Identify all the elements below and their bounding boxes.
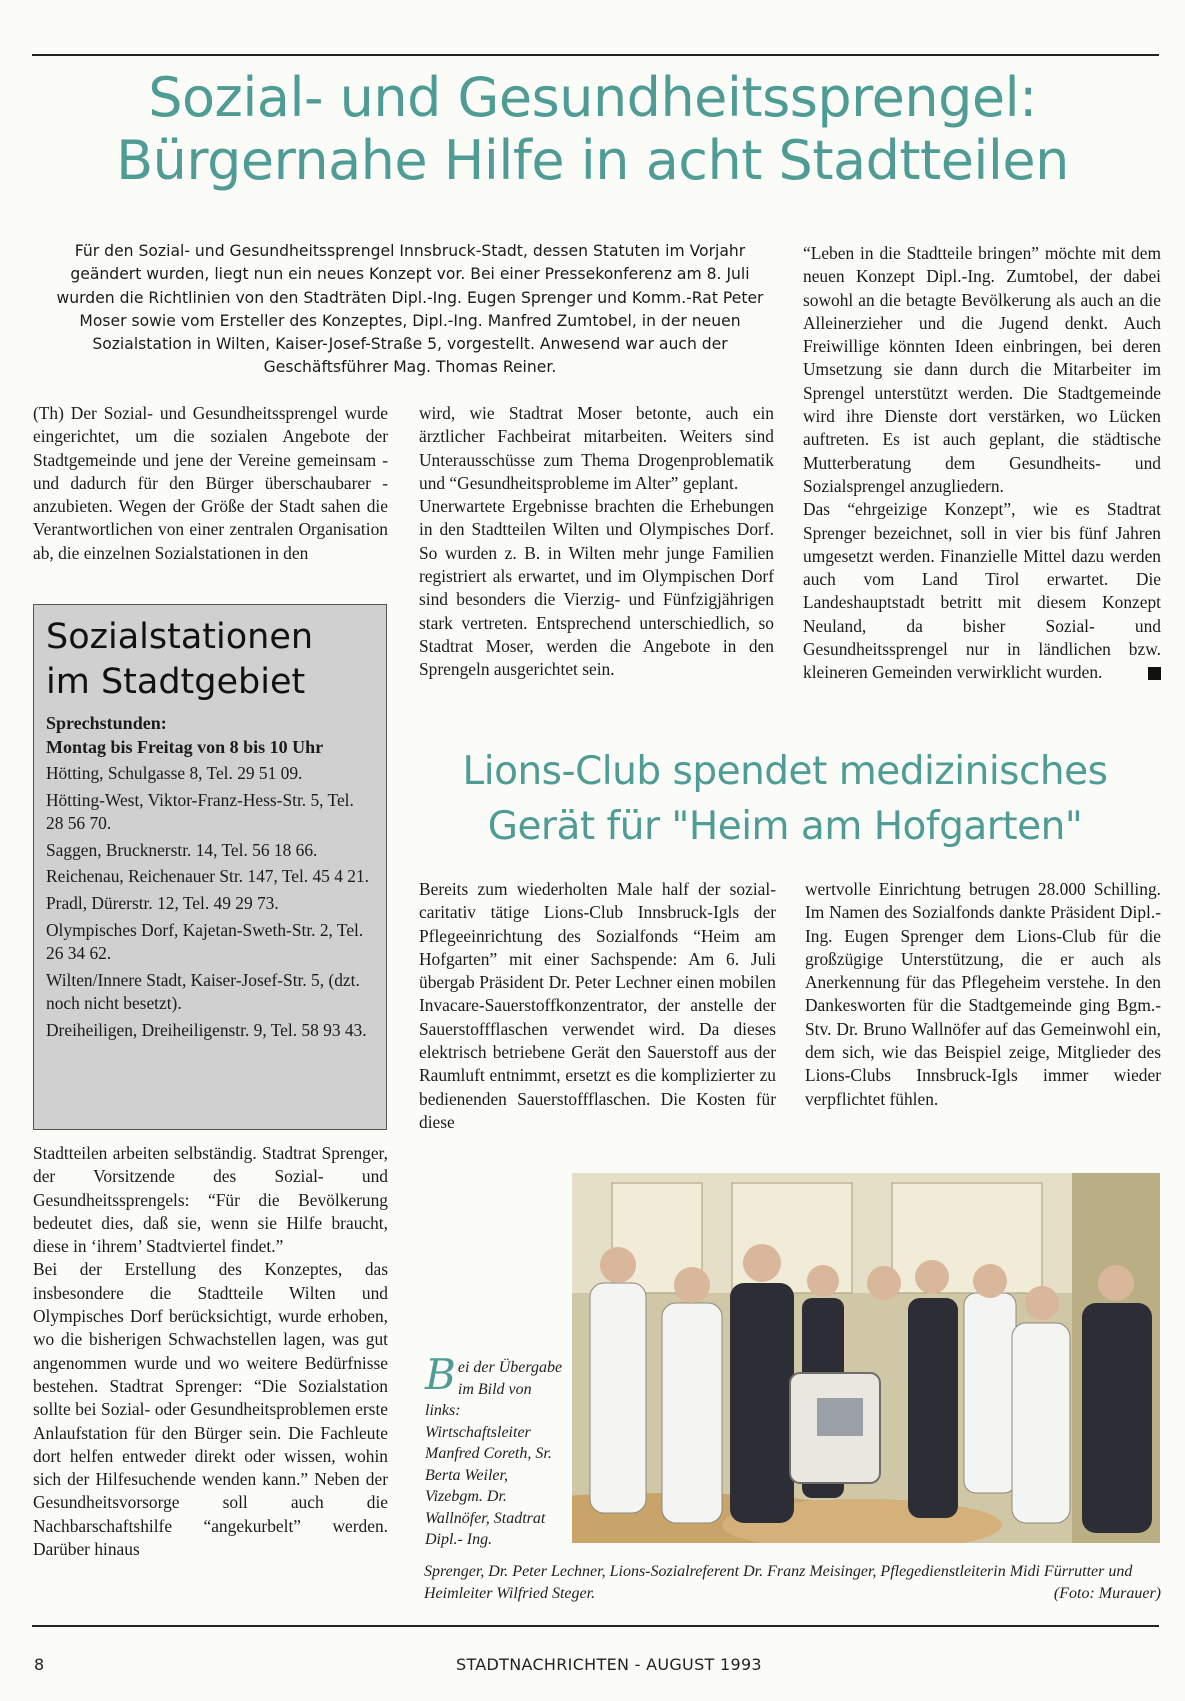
- photo-caption-side: [425, 1350, 565, 1551]
- station-item: Pradl, Dürerstr. 12, Tel. 49 29 73.: [46, 892, 279, 913]
- box-title-line1: Sozialstationen: [46, 617, 314, 657]
- article1-col2: [419, 402, 774, 682]
- main-headline-line2: Bürgernahe Hilfe in acht Stadtteilen: [116, 129, 1069, 193]
- sozialstationen-box: [33, 604, 387, 1130]
- station-item: Hötting-West, Viktor-Franz-Hess-Str. 5, Tel. 28 56 70.: [46, 789, 354, 834]
- lions-headline-line1: Lions-Club spendet medizinisches: [462, 749, 1108, 794]
- article2-col2-text: wertvolle Einrichtung betrugen 28.000 Schilling. Im Namen des Sozialfonds dankte Präsident Dipl.-Ing. Eugen Sprenger dem Lions-Club für die großzügige Unterstützung, die er auch als Anerkennung für das Pflegeheim verstehe. In den Dankesworten für die Stadtgemeinde ging Bgm.-Stv. Dr. Bruno Wallnöfer auf das Gemeinwohl ein, dem sich, wie das Beispiel zeige, Mitglieder des Lions-Clubs Innsbruck-Igls immer wieder verpflichtet fühlen.: [805, 879, 1161, 1109]
- lead-paragraph: Für den Sozial- und Gesundheitssprengel Innsbruck-Stadt, dessen Statuten im Vorjahr geändert wurden, liegt nun ein neues Konzept vor. Bei einer Pressekonferenz am 8. Juli wurden die Richtlinien von den Stadträten Dipl.-Ing. Eugen Sprenger und Komm.-Rat Peter Moser sowie vom Ersteller des Konzeptes, Dipl.-Ing. Manfred Zumtobel, in der neuen Sozialstation in Wilten, Kaiser-Josef-Straße 5, vorgestellt. Anwesend war auch der Geschäftsführer Mag. Thomas Reiner.: [56, 242, 764, 377]
- article1-col2-p1: wird, wie Stadtrat Moser betonte, auch ein ärztlicher Fachbeirat mitarbeiten. Weiters sind Unterausschüsse zum Thema Drogenproblematik und “Gesundheitsprobleme im Alter” geplant.: [419, 403, 774, 493]
- article1-col1-bottom-p2: Bei der Erstellung des Konzeptes, das insbesondere die Stadtteile Wilten und Olympisches Dorf berücksichtigt, wurde erhoben, wo die bisherigen Schwachstellen lagen, was gut angenommen wurde und wo weitere Bedürfnisse bestehen. Stadtrat Sprenger: “Die Sozialstation sollte bei Sozial- oder Gesundheitsproblemen erste Anlaufstation für den Bürger sein. Die Fachleute dort helfen entweder direkt oder wissen, wohin sich der Hilfesuchende wenden kann.” Neben der Gesundheitsvorsorge soll auch die Nachbarschaftshilfe “angekurbelt” werden. Darüber hinaus: [33, 1259, 388, 1560]
- article2-col2: [805, 878, 1161, 1111]
- photo-illustration: [572, 1173, 1160, 1543]
- article1-col3: [803, 242, 1161, 685]
- page-number: 8: [34, 1655, 45, 1674]
- box-hours: Montag bis Freitag von 8 bis 10 Uhr: [46, 737, 324, 757]
- caption-side-text: ei der Übergabe im Bild von links: Wirtschaftsleiter Manfred Coreth, Sr. Berta Weiler, Vizebgm. Dr. Wallnöfer, Stadtrat Dipl.- Ing.: [425, 1359, 563, 1548]
- station-item: Reichenau, Reichenauer Str. 147, Tel. 45 4 21.: [46, 866, 370, 887]
- top-rule: [32, 54, 1159, 56]
- article1-col1-bottom: [33, 1142, 388, 1561]
- photo-caption-bottom: [424, 1561, 1161, 1604]
- article1-col2-p2: Unerwartete Ergebnisse brachten die Erhebungen in den Stadtteilen Wilten und Olympisches Dorf. So wurden z. B. in Wilten mehr junge Familien registriert als erwartet, und im Olympischen Dorf sind besonders die Vierzig- und Fünfzigjährigen stark vertreten. Entsprechend unterschiedlich, so Stadtrat Moser, werden die Angebote in den Sprengeln ausgerichtet sein.: [419, 496, 774, 680]
- station-item: Saggen, Brucknerstr. 14, Tel. 56 18 66.: [46, 839, 318, 860]
- box-title: [46, 615, 374, 705]
- publication-footer: STADTNACHRICHTEN - AUGUST 1993: [456, 1655, 762, 1674]
- article1-col3-p1: “Leben in die Stadtteile bringen” möchte mit dem neuen Konzept Dipl.-Ing. Zumtobel, der dabei sowohl an die betagte Bevölkerung als auch an die Alleinerzieher und die Jugend denkt. Auch Freiwillige könnten Ideen einbringen, bei deren Umsetzung sie dann durch die Mitarbeiter im Sprengel unterstützt werden. Die Stadtgemeinde wird ihre Dienste dort verstärken, wo Lücken auftreten. Es ist auch geplant, die städtische Mutterberatung dem Gesundheits- und Sozialsprengel anzugliedern.: [803, 243, 1161, 496]
- box-title-line2: im Stadtgebiet: [46, 662, 306, 702]
- caption-bottom-text: Sprenger, Dr. Peter Lechner, Lions-Sozialreferent Dr. Franz Meisinger, Pflegedienstleiterin Midi Fürrutter und Heimleiter Wilfried Steger.: [424, 1563, 1133, 1602]
- article2-col1: [419, 878, 776, 1134]
- main-headline: [30, 66, 1155, 192]
- station-item: Olympisches Dorf, Kajetan-Sweth-Str. 2, Tel. 26 34 62.: [46, 919, 364, 964]
- station-item: Dreiheiligen, Dreiheiligenstr. 9, Tel. 58 93 43.: [46, 1019, 367, 1040]
- article1-col1-top: [33, 402, 388, 565]
- handover-photo: [572, 1173, 1160, 1543]
- article1-col3-p2: Das “ehrgeizige Konzept”, wie es Stadtrat Sprenger bezeichnet, soll in vier bis fünf Jahren umgesetzt werden. Finanzielle Mittel dazu werden auch vom Land Tirol erwartet. Die Landeshauptstadt betritt mit diesem Konzept Neuland, da bisher Sozial- und Gesundheitssprengel nur in ländlichen bzw. kleineren Gemeinden verwirklicht wurden.: [803, 499, 1161, 683]
- article2-col1-text: Bereits zum wiederholten Male half der sozial-caritativ tätige Lions-Club Innsbruck-Igls der Pflegeeinrichtung des Sozialfonds “Heim am Hofgarten” mit einer Sachspende: Am 6. Juli übergab Präsident Dr. Peter Lechner einen mobilen Invacare-Sauerstoffkonzentrator, der anstelle der Sauerstoffflaschen verwendet wird. Da dieses elektrisch betriebene Gerät den Sauerstoff aus der Raumluft entnimmt, ersetzt es die komplizierter zu bedienenden Sauerstoffflaschen. Die Kosten für diese: [419, 879, 776, 1132]
- article1-col1-top-text: (Th) Der Sozial- und Gesundheitssprengel wurde eingerichtet, um die sozialen Angebote der Stadtgemeinde und jene der Vereine gemeinsam - und dadurch für den Bürger überschaubarer - anzubieten. Wegen der Größe der Stadt sahen die Verantwortlichen von einer zentralen Organisation ab, die einzelnen Sozialstationen in den: [33, 403, 388, 563]
- station-item: Wilten/Innere Stadt, Kaiser-Josef-Str. 5, (dzt. noch nicht besetzt).: [46, 969, 360, 1014]
- photo-credit: (Foto: Murauer): [1053, 1584, 1161, 1602]
- lions-headline-line2: Gerät für "Heim am Hofgarten": [487, 804, 1083, 849]
- box-hours-label: Sprechstunden:: [46, 713, 167, 733]
- main-headline-line1: Sozial- und Gesundheitssprengel:: [148, 66, 1037, 129]
- bottom-rule: [32, 1625, 1159, 1627]
- article1-col1-bottom-p1: Stadtteilen arbeiten selbständig. Stadtrat Sprenger, der Vorsitzende des Sozial- und Gesundheitssprengels: “Für die Bevölkerung bedeutet dies, daß sie, wenn sie Hilfe braucht, diese in ‘ihrem’ Stadtviertel findet.”: [33, 1143, 388, 1257]
- caption-dropcap: B: [425, 1350, 456, 1399]
- end-of-article-mark: [1148, 667, 1161, 680]
- lions-headline: [405, 744, 1165, 854]
- station-item: Hötting, Schulgasse 8, Tel. 29 51 09.: [46, 763, 303, 783]
